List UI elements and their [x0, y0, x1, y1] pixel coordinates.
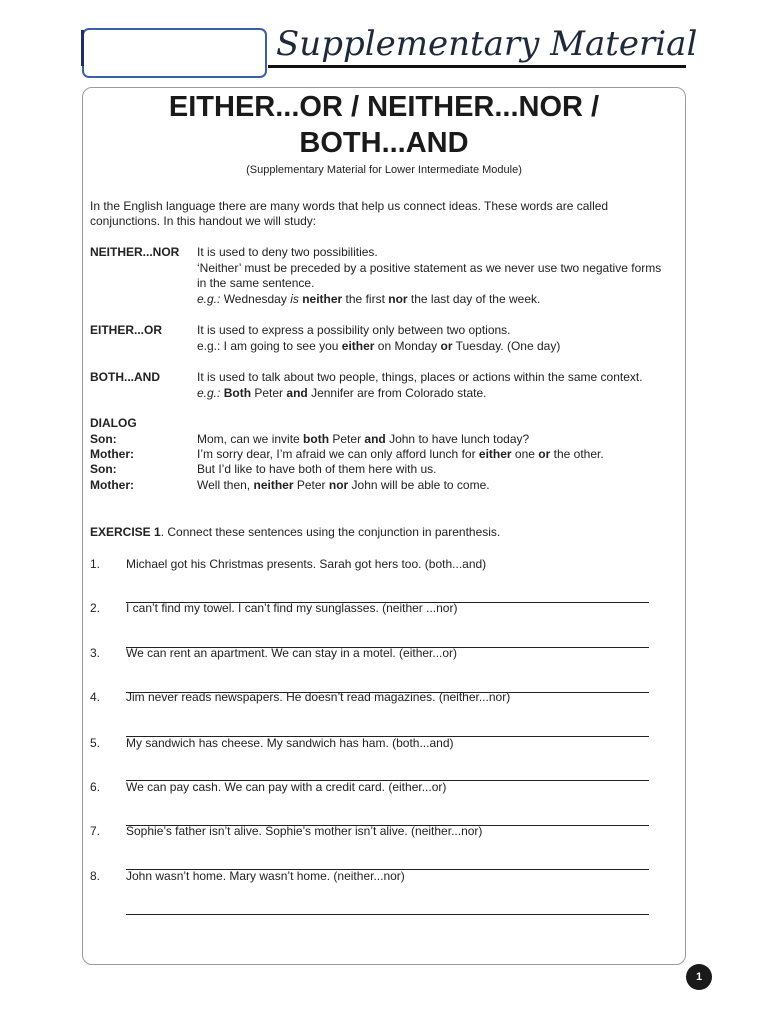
- exercise-label: EXERCISE 1: [90, 525, 161, 539]
- term-both-and: BOTH...AND: [90, 370, 160, 384]
- neither-nor-example: e.g.: Wednesday is neither the first nor the last day of the week.: [197, 292, 541, 306]
- neither-nor-note: ‘Neither’ must be preceded by a positive statement as we never use two negative forms: [197, 261, 662, 275]
- page-number-badge: 1: [686, 964, 712, 990]
- example-prefix: e.g.:: [197, 386, 221, 400]
- exercise-prompt: Jim never reads newspapers. He doesn’t read magazines. (neither...nor): [126, 690, 511, 704]
- main-title-line-2: BOTH...AND: [299, 127, 469, 159]
- exercise-number: 1.: [90, 557, 101, 571]
- exercise-number: 7.: [90, 824, 101, 838]
- exercise-number: 6.: [90, 780, 101, 794]
- exercise-instruction: EXERCISE 1. Connect these sentences using the conjunction in parenthesis.: [90, 525, 501, 539]
- exercise-prompt: Sophie’s father isn’t alive. Sophie’s mother isn’t alive. (neither...nor): [126, 824, 483, 838]
- logo-placeholder: [82, 28, 267, 78]
- exercise-prompt: Michael got his Christmas presents. Sarah got hers too. (both...and): [126, 557, 487, 571]
- example-prefix: e.g.:: [197, 292, 221, 306]
- exercise-prompt: My sandwich has cheese. My sandwich has ham. (both...and): [126, 736, 454, 750]
- exercise-number: 3.: [90, 646, 101, 660]
- both-and-definition: It is used to talk about two people, things, places or actions within the same context.: [197, 370, 643, 384]
- intro-line-2: conjunctions. In this handout we will study:: [90, 214, 317, 228]
- dialog-line: I’m sorry dear, I’m afraid we can only afford lunch for either one or the other.: [197, 447, 604, 461]
- dialog-heading: DIALOG: [90, 416, 137, 430]
- dialog-speaker: Son:: [90, 462, 117, 476]
- exercise-number: 2.: [90, 601, 101, 615]
- either-or-example: e.g.: I am going to see you either on Monday or Tuesday. (One day): [197, 339, 561, 353]
- exercise-prompt: I can’t find my towel. I can’t find my sunglasses. (neither ...nor): [126, 601, 458, 615]
- exercise-number: 4.: [90, 690, 101, 704]
- main-title-line-1: EITHER...OR / NEITHER...NOR /: [168, 91, 600, 123]
- answer-line[interactable]: [126, 914, 649, 915]
- dialog-line: Well then, neither Peter nor John will be able to come.: [197, 478, 490, 492]
- dialog-speaker: Mother:: [90, 447, 134, 461]
- dialog-speaker: Son:: [90, 432, 117, 446]
- exercise-prompt: We can pay cash. We can pay with a credit card. (either...or): [126, 780, 447, 794]
- both-and-example: e.g.: Both Peter and Jennifer are from Colorado state.: [197, 386, 487, 400]
- dialog-speaker: Mother:: [90, 478, 134, 492]
- header-rule: [268, 65, 686, 68]
- term-neither-nor: NEITHER...NOR: [90, 245, 180, 259]
- dialog-line: Mom, can we invite both Peter and John to have lunch today?: [197, 432, 530, 446]
- logo-accent: [81, 30, 84, 66]
- dialog-line: But I’d like to have both of them here with us.: [197, 462, 437, 476]
- exercise-prompt: We can rent an apartment. We can stay in a motel. (either...or): [126, 646, 458, 660]
- subtitle: (Supplementary Material for Lower Intermediate Module): [246, 164, 522, 176]
- term-either-or: EITHER...OR: [90, 323, 163, 337]
- neither-nor-note-cont: in the same sentence.: [197, 276, 315, 290]
- exercise-prompt: John wasn’t home. Mary wasn’t home. (neither...nor): [126, 869, 405, 883]
- exercise-number: 8.: [90, 869, 101, 883]
- header-title: Supplementary Material: [276, 24, 698, 64]
- intro-line-1: In the English language there are many words that help us connect ideas. These words are called: [90, 199, 609, 213]
- exercise-number: 5.: [90, 736, 101, 750]
- either-or-definition: It is used to express a possibility only between two options.: [197, 323, 511, 337]
- neither-nor-definition: It is used to deny two possibilities.: [197, 245, 378, 259]
